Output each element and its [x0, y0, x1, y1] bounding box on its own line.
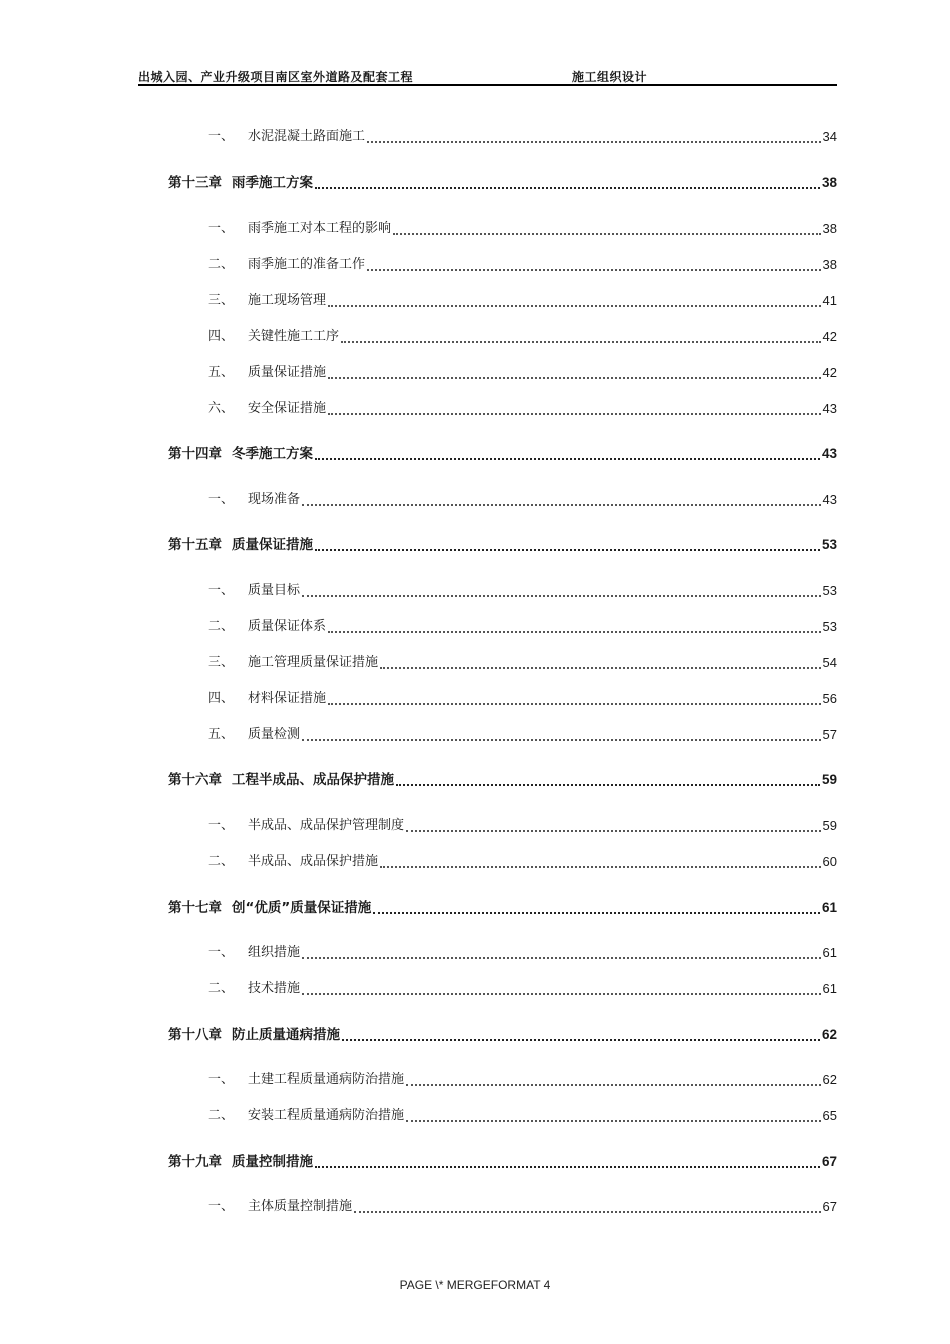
toc-entry-page: 42 [822, 329, 837, 344]
toc-chapter[interactable] [168, 770, 837, 790]
toc-dot-leader [367, 141, 821, 143]
toc-chapter-title: 质量控制措施 [232, 1154, 313, 1170]
toc-entry[interactable] [208, 327, 837, 347]
toc-entry[interactable] [208, 943, 837, 963]
toc-entry-title: 质量保证措施 [248, 365, 327, 380]
toc-chapter[interactable] [168, 1025, 837, 1045]
toc-entry[interactable] [208, 291, 837, 311]
toc-entry[interactable] [208, 979, 837, 999]
toc-chapter-page: 61 [821, 900, 837, 915]
toc-entry-page: 65 [822, 1108, 837, 1123]
toc-dot-leader [342, 1039, 820, 1041]
toc-entry-page: 62 [822, 1072, 837, 1087]
toc-entry-number: 三、 [208, 655, 235, 670]
toc-dot-leader [406, 1120, 821, 1122]
toc-entry-title: 施工管理质量保证措施 [248, 655, 379, 670]
toc-entry-number: 一、 [208, 945, 235, 960]
toc-entry-page: 59 [822, 818, 837, 833]
toc-dot-leader [406, 830, 821, 832]
toc-entry-number: 五、 [208, 365, 235, 380]
toc-entry-page: 41 [822, 293, 837, 308]
toc-entry-page: 38 [822, 221, 837, 236]
toc-entry-number: 一、 [208, 492, 235, 507]
toc-entry-title: 质量检测 [248, 727, 301, 742]
toc-dot-leader [302, 595, 821, 597]
toc-entry-page: 61 [822, 945, 837, 960]
toc-entry-number: 二、 [208, 619, 235, 634]
toc-entry[interactable] [208, 725, 837, 745]
toc-dot-leader [302, 957, 821, 959]
toc-entry[interactable] [208, 255, 837, 275]
toc-entry-title: 安装工程质量通病防治措施 [248, 1108, 405, 1123]
toc-chapter-title: 防止质量通病措施 [232, 1027, 340, 1043]
toc-dot-leader [315, 1166, 820, 1168]
toc-entry-title: 关键性施工工序 [248, 329, 340, 344]
toc-chapter-title: 冬季施工方案 [232, 446, 313, 462]
toc-entry-title: 技术措施 [248, 981, 301, 996]
toc-chapter-number: 第十五章 [168, 537, 222, 553]
toc-chapter-number: 第十九章 [168, 1154, 222, 1170]
toc-entry-page: 56 [822, 691, 837, 706]
toc-entry-title: 土建工程质量通病防治措施 [248, 1072, 405, 1087]
toc-chapter[interactable] [168, 1152, 837, 1172]
toc-entry-title: 质量目标 [248, 583, 301, 598]
toc-entry-page: 43 [822, 401, 837, 416]
toc-entry-title: 水泥混凝土路面施工 [248, 129, 366, 144]
header-document-title: 施工组织设计 [572, 70, 648, 84]
toc-entry-number: 四、 [208, 691, 235, 706]
toc-entry-title: 雨季施工对本工程的影响 [248, 221, 392, 236]
toc-dot-leader [380, 667, 821, 669]
toc-entry-title: 安全保证措施 [248, 401, 327, 416]
toc-entry-title: 主体质量控制措施 [248, 1199, 353, 1214]
toc-entry-page: 60 [822, 854, 837, 869]
toc-entry-number: 六、 [208, 401, 235, 416]
toc-entry[interactable] [208, 816, 837, 836]
toc-chapter-title: 质量保证措施 [232, 537, 313, 553]
toc-entry-title: 雨季施工的准备工作 [248, 257, 366, 272]
toc-entry-number: 一、 [208, 1072, 235, 1087]
toc-chapter-number: 第十三章 [168, 175, 222, 191]
toc-entry-page: 57 [822, 727, 837, 742]
toc-entry[interactable] [208, 1070, 837, 1090]
toc-entry-page: 42 [822, 365, 837, 380]
toc-chapter-page: 43 [821, 446, 837, 461]
toc-entry-title: 半成品、成品保护措施 [248, 854, 379, 869]
toc-entry-title: 材料保证措施 [248, 691, 327, 706]
toc-dot-leader [367, 269, 821, 271]
toc-entry[interactable] [208, 1197, 837, 1217]
toc-entry-title: 质量保证体系 [248, 619, 327, 634]
toc-chapter-title: 工程半成品、成品保护措施 [232, 772, 394, 788]
toc-chapter-page: 38 [821, 175, 837, 190]
toc-entry-number: 四、 [208, 329, 235, 344]
toc-entry-page: 67 [822, 1199, 837, 1214]
toc-entry-number: 一、 [208, 583, 235, 598]
toc-entry[interactable] [208, 852, 837, 872]
toc-entry-page: 53 [822, 619, 837, 634]
toc-dot-leader [328, 703, 821, 705]
toc-dot-leader [328, 377, 821, 379]
toc-dot-leader [315, 187, 820, 189]
toc-entry-number: 一、 [208, 221, 235, 236]
toc-entry-title: 施工现场管理 [248, 293, 327, 308]
toc-dot-leader [341, 341, 821, 343]
toc-entry-number: 一、 [208, 1199, 235, 1214]
toc-entry-page: 53 [822, 583, 837, 598]
toc-entry-page: 38 [822, 257, 837, 272]
toc-entry-title: 现场准备 [248, 492, 301, 507]
toc-dot-leader [315, 549, 820, 551]
toc-chapter-page: 62 [821, 1027, 837, 1042]
toc-entry-number: 二、 [208, 257, 235, 272]
toc-chapter-title: 雨季施工方案 [232, 175, 313, 191]
toc-entry[interactable] [208, 363, 837, 383]
toc-entry[interactable] [208, 219, 837, 239]
toc-entry-page: 43 [822, 492, 837, 507]
toc-chapter[interactable] [168, 173, 837, 193]
toc-dot-leader [328, 631, 821, 633]
toc-entry-number: 五、 [208, 727, 235, 742]
toc-dot-leader [302, 739, 821, 741]
toc-chapter-page: 53 [821, 537, 837, 552]
toc-entry[interactable] [208, 689, 837, 709]
toc-dot-leader [302, 993, 821, 995]
toc-entry-title: 半成品、成品保护管理制度 [248, 818, 405, 833]
toc-dot-leader [406, 1084, 821, 1086]
toc-entry[interactable] [208, 653, 837, 673]
toc-entry-number: 一、 [208, 129, 235, 144]
toc-entry-number: 一、 [208, 818, 235, 833]
toc-entry-number: 三、 [208, 293, 235, 308]
toc-chapter-number: 第十八章 [168, 1027, 222, 1043]
toc-chapter[interactable] [168, 444, 837, 464]
toc-entry-number: 二、 [208, 1108, 235, 1123]
toc-chapter-title: 创“优质”质量保证措施 [232, 900, 372, 916]
toc-dot-leader [396, 784, 820, 786]
toc-entry[interactable] [208, 1106, 837, 1126]
toc-chapter-page: 67 [821, 1154, 837, 1169]
toc-dot-leader [373, 912, 820, 914]
toc-entry-title: 组织措施 [248, 945, 301, 960]
toc-entry[interactable] [208, 617, 837, 637]
toc-dot-leader [302, 504, 821, 506]
toc-entry[interactable] [208, 490, 837, 510]
toc-entry-number: 二、 [208, 981, 235, 996]
page-footer: PAGE \* MERGEFORMAT 4 [399, 1278, 551, 1292]
toc-dot-leader [328, 413, 821, 415]
toc-dot-leader [354, 1211, 821, 1213]
toc-dot-leader [328, 305, 821, 307]
toc-chapter-page: 59 [821, 772, 837, 787]
toc-entry-page: 54 [822, 655, 837, 670]
toc-dot-leader [380, 866, 821, 868]
header-project-title: 出城入园、产业升级项目南区室外道路及配套工程 [138, 70, 414, 84]
toc-dot-leader [393, 233, 821, 235]
toc-entry[interactable] [208, 581, 837, 601]
toc-chapter[interactable] [168, 535, 837, 555]
toc-chapter[interactable] [168, 898, 837, 918]
toc-dot-leader [315, 458, 820, 460]
toc-entry-page: 61 [822, 981, 837, 996]
toc-chapter-number: 第十四章 [168, 446, 222, 462]
toc-chapter-number: 第十六章 [168, 772, 222, 788]
toc-entry[interactable] [208, 399, 837, 419]
toc-chapter-number: 第十七章 [168, 900, 222, 916]
toc-entry-number: 二、 [208, 854, 235, 869]
toc-entry[interactable] [208, 127, 837, 147]
toc-entry-page: 34 [822, 129, 837, 144]
